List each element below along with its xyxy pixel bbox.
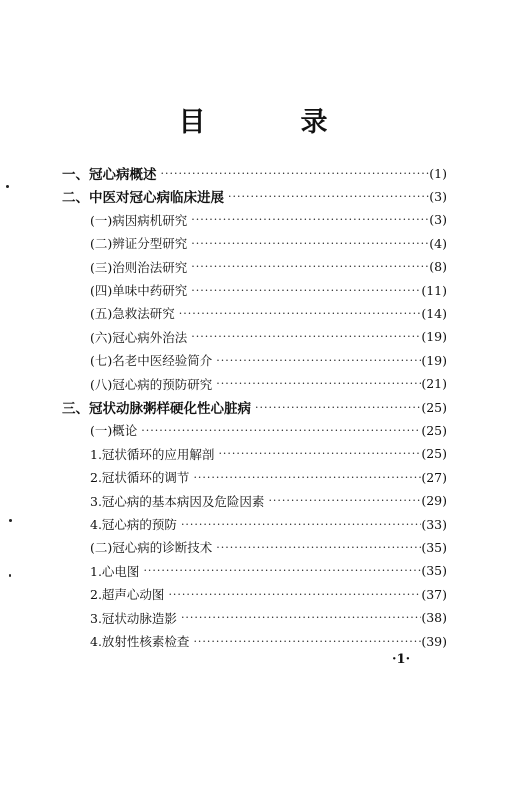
page-title: 目 录 [178,107,362,138]
toc-entry-label: 1.冠状循环的应用解剖 [90,446,215,462]
toc-entry-label: 4.放射性核素检查 [90,634,190,649]
toc-entry [90,302,447,324]
page-number: ·1· [392,652,411,667]
toc-entry-page: (8) [429,259,447,275]
toc-entry-page: (35) [421,563,447,579]
toc-entry [90,607,447,629]
toc-entry-page: (19) [421,352,447,368]
dot-leader [212,354,421,367]
toc-entry-page: (37) [421,586,447,602]
toc-entry-label: (二)辨证分型研究 [90,236,188,252]
toc-entry [90,513,447,535]
scan-speck [9,519,12,522]
dot-leader [137,424,421,437]
scan-speck [9,574,11,577]
dot-leader [157,167,430,180]
dot-leader [251,401,421,414]
toc-entry-label: 一、冠心病概述 [62,167,157,183]
toc-entry-label: (二)冠心病的诊断技术 [90,540,213,556]
toc-entry-label: (一)病因病机研究 [90,212,188,228]
toc-entry-page: (35) [421,539,447,555]
toc-entry-page: (33) [421,516,447,532]
dot-leader [264,494,421,507]
toc-entry-label: (八)冠心病的预防研究 [90,376,213,392]
toc-entry [90,279,447,301]
toc-entry-label: (三)治则治法研究 [90,259,188,275]
dot-leader [175,307,422,320]
dot-leader [214,447,421,460]
toc-entry [90,349,447,371]
toc-entry-label: (六)冠心病外治法 [90,329,188,345]
toc-entry-label: (四)单味中药研究 [90,283,188,298]
dot-leader [212,377,421,390]
toc-entry-page: (19) [421,329,447,345]
toc-entry [90,490,447,512]
toc-entry [90,419,447,441]
toc-entry-label: 2.冠状循环的调节 [90,470,190,486]
toc-entry [62,185,447,207]
dot-leader [189,635,421,648]
toc-entry-label: 三、冠状动脉粥样硬化性心脏病 [62,401,251,417]
toc-entry [90,560,447,582]
dot-leader [187,260,429,273]
toc-entry [90,443,447,465]
toc-entry-page: (14) [421,305,447,321]
toc-entry-page: (3) [429,188,447,204]
toc-entry-page: (38) [421,610,447,626]
toc-entry-page: (27) [421,469,447,485]
dot-leader [187,284,421,297]
toc-entry [90,583,447,605]
toc-entry-label: 1.心电图 [90,563,140,579]
dot-leader [139,564,421,577]
toc-entry [62,162,447,184]
scan-speck [6,185,9,188]
toc-entry-page: (11) [421,282,447,298]
toc-entry-page: (4) [429,235,447,251]
toc-entry [90,209,447,231]
dot-leader [187,330,421,343]
toc-entry [90,326,447,348]
dot-leader [224,190,429,203]
toc-entry-label: 二、中医对冠心病临床进展 [62,190,224,207]
dot-leader [164,588,421,601]
toc-entry [90,536,447,558]
toc-entry-page: (25) [421,399,447,415]
dot-leader [177,611,421,624]
dot-leader [187,237,429,250]
toc-entry-label: (五)急救法研究 [90,306,175,322]
toc-entry-page: (21) [421,376,447,392]
dot-leader [177,518,421,531]
toc-entry-label: 3.冠状动脉造影 [90,610,177,626]
toc-entry-page: (3) [429,212,447,228]
toc-entry-label: 4.冠心病的预防 [90,517,177,532]
dot-leader [189,471,421,484]
toc-entry-page: (29) [421,493,447,509]
toc-entry-label: 2.超声心动图 [90,587,165,603]
toc-entry [90,256,447,278]
toc-entry-label: (七)名老中医经验简介 [90,353,213,369]
toc-entry [90,232,447,254]
dot-leader [187,213,429,226]
toc-entry [90,373,447,395]
toc-entry-page: (25) [421,446,447,462]
toc-entry-page: (1) [429,165,447,181]
toc-entry [62,396,447,418]
toc-entry-label: 3.冠心病的基本病因及危险因素 [90,493,265,509]
toc-entry-page: (25) [421,422,447,438]
dot-leader [212,541,421,554]
toc-entry-label: (一)概论 [90,423,138,439]
toc-entry [90,630,447,652]
toc-entry [90,466,447,488]
toc-entry-page: (39) [421,633,447,649]
